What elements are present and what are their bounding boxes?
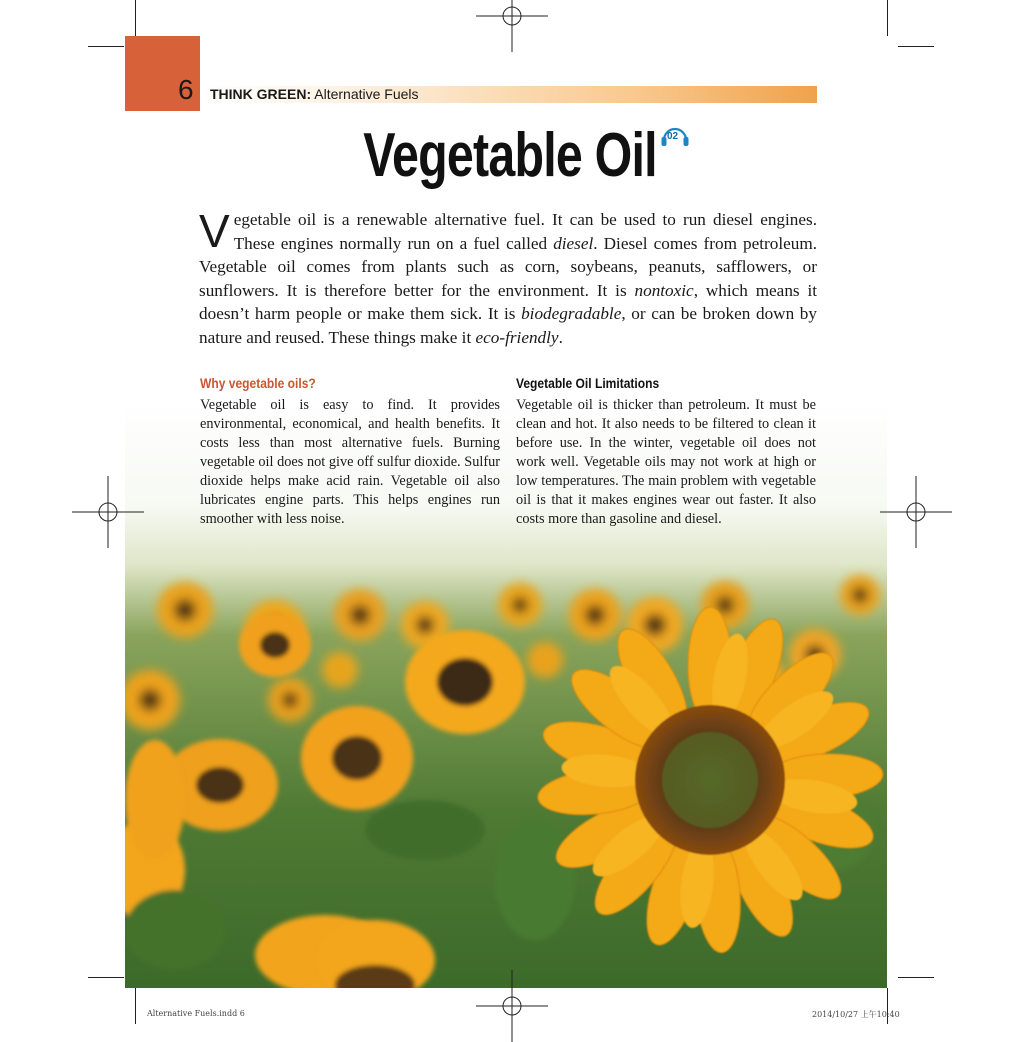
registration-mark-top: [476, 0, 548, 52]
intro-text: . Diesel comes from petroleum. Vegetable oil comes from plants such as corn, soybeans, peanuts, safflowers, or sunflowers. It is therefore better for the environment. It is: [199, 233, 817, 300]
drop-cap: V: [199, 205, 230, 257]
registration-mark-bottom: [476, 970, 548, 1042]
page-number: 6: [178, 74, 194, 105]
right-column: [516, 374, 816, 529]
intro-paragraph: [199, 205, 817, 349]
series-title: THINK GREEN:: [210, 86, 312, 102]
footer-timestamp: 2014/10/27 上午10:40: [812, 1010, 900, 1019]
intro-emphasis: diesel: [553, 233, 594, 253]
page-title: Vegetable Oil: [363, 121, 657, 190]
intro-emphasis: eco-friendly: [475, 327, 559, 347]
audio-track-badge: [660, 124, 690, 148]
foreground-sunflower: [536, 607, 884, 954]
crop-mark: [88, 46, 124, 47]
crop-mark: [898, 46, 934, 47]
right-column-heading: Vegetable Oil Limitations: [516, 375, 660, 391]
crop-mark: [88, 977, 124, 978]
crop-mark: [135, 0, 136, 36]
intro-text: , or can be broken down by nature and reused. These things make it: [199, 304, 817, 347]
right-column-body: Vegetable oil is thicker than petroleum. It must be clean and hot. It also needs to be filtered to clean it before use. In the winter, vegetable oil does not work well. Vegetable oils may not work at high or low temperatures. The main problem with vegetable oil is that it makes engines wear out faster. It also costs more than gasoline and diesel.: [516, 397, 816, 527]
left-column-heading: Why vegetable oils?: [200, 375, 316, 391]
registration-mark-left: [72, 476, 144, 548]
running-header: [210, 86, 419, 103]
registration-mark-right: [880, 476, 952, 548]
left-column: [200, 374, 500, 529]
crop-mark: [898, 977, 934, 978]
book-title: Alternative Fuels: [314, 86, 419, 102]
intro-text: .: [558, 327, 563, 347]
crop-mark: [887, 0, 888, 36]
intro-text: egetable oil is a renewable alternative fuel. It can be used to run diesel engines. These engines normally run on a fuel called: [233, 210, 817, 253]
left-column-body: Vegetable oil is easy to find. It provides environmental, economical, and health benefits. It costs less than most alternative fuels. Burning vegetable oil does not give off sulfur dioxide. Sulfur dioxide helps make acid rain. Vegetable oil also lubricates engine parts. This helps engines run smoother with less noise.: [200, 397, 500, 527]
intro-emphasis: nontoxic: [634, 280, 694, 300]
audio-track-number: 02: [667, 131, 679, 142]
crop-mark: [135, 988, 136, 1024]
footer-file-name: Alternative Fuels.indd 6: [147, 1009, 245, 1018]
intro-text: , which means it doesn’t harm people or make them sick. It is: [199, 280, 817, 323]
intro-emphasis: biodegradable: [521, 304, 622, 323]
